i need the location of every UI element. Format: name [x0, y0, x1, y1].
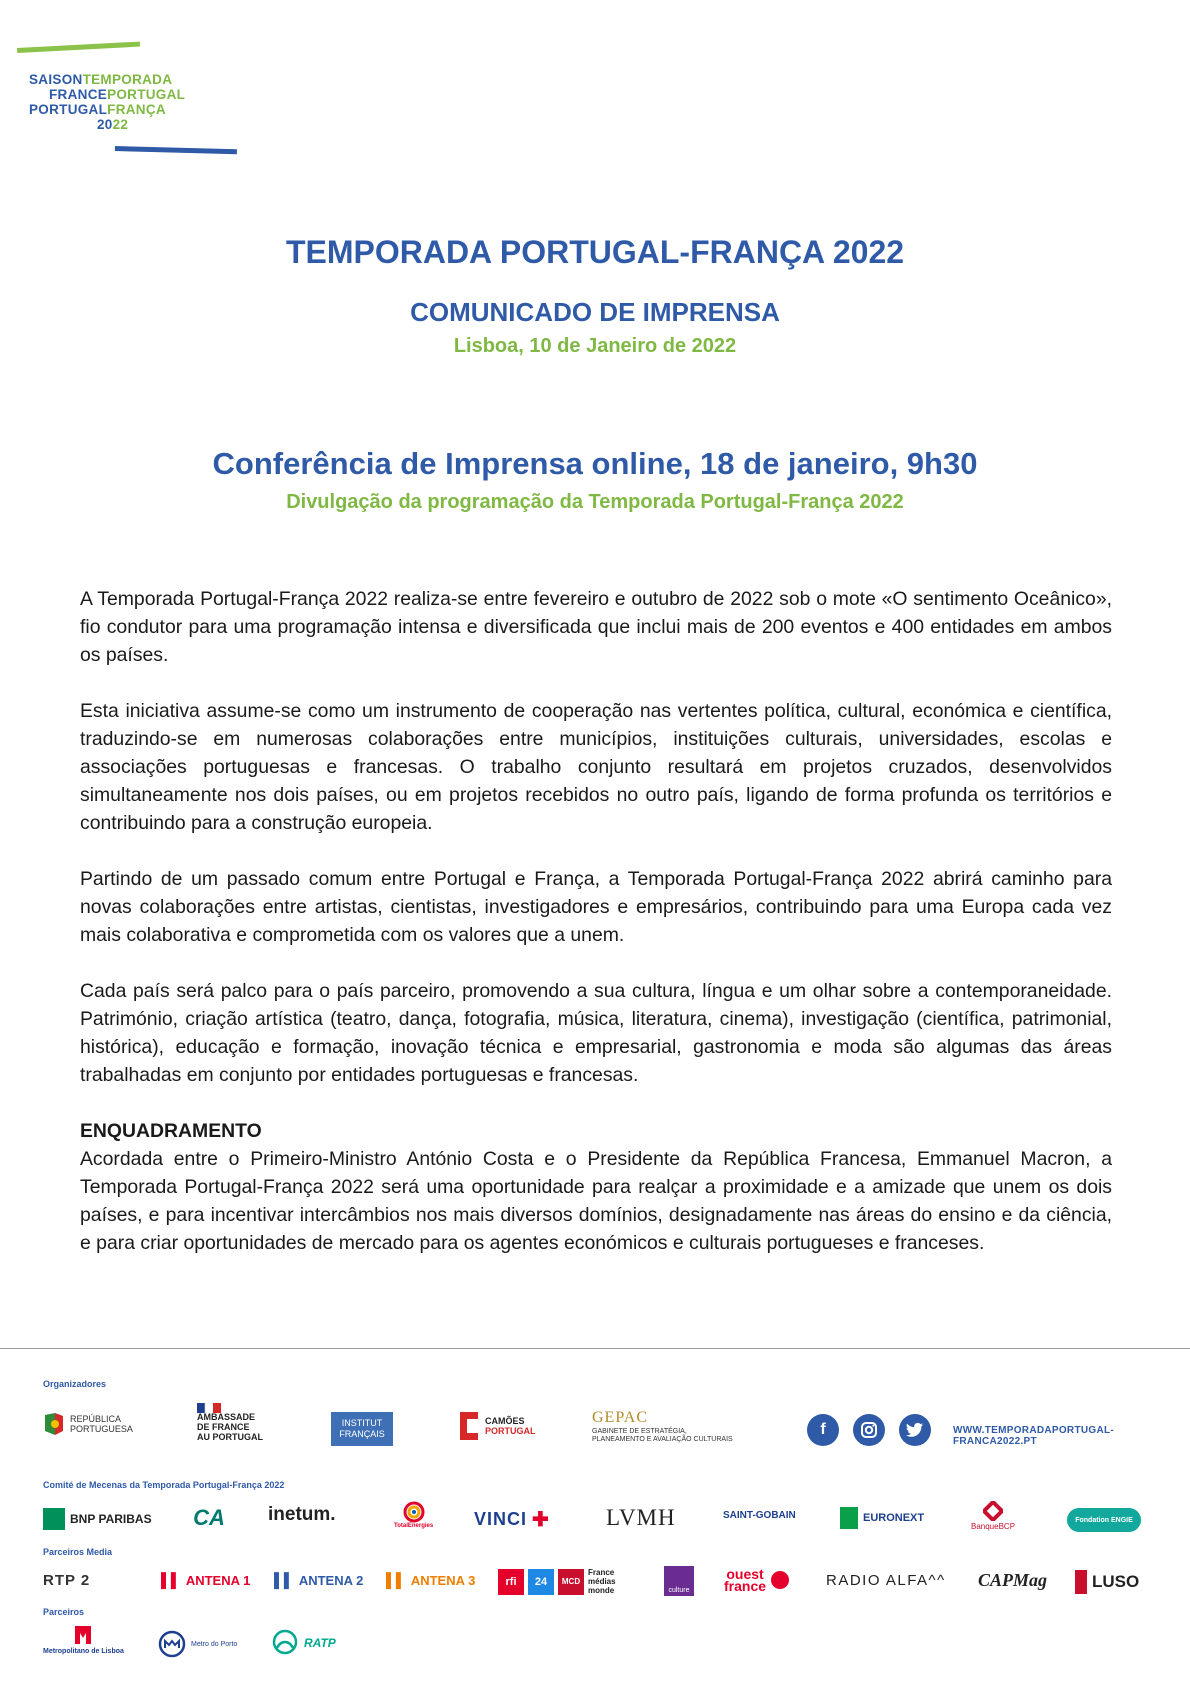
- bnp-stars-icon: [43, 1508, 65, 1530]
- label-patrons: Comité de Mecenas da Temporada Portugal-França 2022: [43, 1480, 285, 1490]
- label-media: Parceiros Media: [43, 1547, 113, 1557]
- radio-alfa-logo: RADIO ALFA^^: [826, 1572, 946, 1589]
- season-logo: [17, 48, 237, 163]
- document-date: Lisboa, 10 de Janeiro de 2022: [453, 335, 737, 357]
- credit-agricole-logo: CA: [193, 1505, 225, 1530]
- logo-bar-bottom: [115, 146, 237, 154]
- totalenergies-icon: [400, 1501, 428, 1523]
- france-medias-monde-logos: rfi 24 MCD France médias monde: [498, 1568, 616, 1595]
- event-heading: Conferência de Imprensa online, 18 de janeiro, 9h30: [212, 446, 978, 481]
- antena2-logo: ▌▌ ANTENA 2: [274, 1572, 364, 1588]
- saint-gobain-logo: SAINT-GOBAIN: [723, 1510, 796, 1521]
- republica-portuguesa-logo: REPÚBLICA PORTUGUESA: [43, 1411, 133, 1437]
- audio-bars-icon: ▌▌: [161, 1572, 181, 1588]
- antena1-logo: ▌▌ ANTENA 1: [161, 1572, 251, 1588]
- logo-bar-top: [17, 42, 140, 53]
- france-culture-logo: culture: [664, 1566, 694, 1596]
- gepac-logo: GEPAC GABINETE DE ESTRATÉGIA, PLANEAMENTO E AVALIAÇÃO CULTURAIS: [592, 1409, 733, 1443]
- ratp-logo: RATP: [271, 1628, 336, 1658]
- metro-porto-logo: Metro do Porto: [158, 1630, 237, 1658]
- portugal-emblem-icon: [43, 1411, 65, 1437]
- paragraph-3: Partindo de um passado comum entre Portugal e França, a Temporada Portugal-França 2022 abrirá caminho para novas colaborações entre artistas, cientistas, investigadores e empresários, contribuindo para uma Europa cada vez mais colaborativa e comprometida com os valores que a unem.: [80, 868, 1112, 946]
- body-text: [80, 585, 1112, 1285]
- paragraph-5: Acordada entre o Primeiro-Ministro António Costa e o Presidente da República Francesa, Emmanuel Macron, a Temporada Portugal-França 2022 será uma oportunidade para realçar a proximidade e a amizade que unem os dois países, e para incentivar intercâmbios nos mais diversos domínios, designadamente nas áreas do ensino e da ciência, e para criar oportunidades de mercado para os agentes económicos e culturais portugueses e franceses.: [80, 1148, 1112, 1254]
- logo-line-2: FRANCEPORTUGAL: [49, 87, 186, 102]
- paragraph-1: A Temporada Portugal-França 2022 realiza-se entre fevereiro e outubro de 2022 sob o mote «O sentimento Oceânico», fio condutor para uma programação intensa e diversificada que inclui mais de 200 eventos e 400 entidades em ambos os países.: [80, 588, 1112, 666]
- label-partners: Parceiros: [43, 1607, 85, 1617]
- camoes-logo: CAMÕES PORTUGAL: [456, 1410, 536, 1442]
- metropolitano-lisboa-logo: Metropolitano de Lisboa: [43, 1624, 124, 1655]
- ratp-icon: [271, 1628, 299, 1658]
- document-title: TEMPORADA PORTUGAL-FRANÇA 2022: [285, 234, 905, 270]
- euronext-icon: [840, 1507, 858, 1529]
- institut-francais-logo: INSTITUT FRANÇAIS: [331, 1412, 393, 1446]
- audio-bars-icon: ▌▌: [386, 1572, 406, 1588]
- luso-jornal-logo: LUSO: [1075, 1570, 1139, 1594]
- website-link[interactable]: WWW.TEMPORADAPORTUGAL-FRANCA2022.PT: [953, 1425, 1115, 1447]
- footer-divider: [0, 1348, 1190, 1349]
- fondation-engie-logo: Fondation ENGIE: [1067, 1508, 1141, 1532]
- logo-line-4: 2022: [97, 117, 129, 132]
- logo-line-3: PORTUGALFRANÇA: [29, 102, 166, 117]
- section-heading: ENQUADRAMENTO: [80, 1120, 262, 1142]
- vinci-cross-icon: ✚: [532, 1509, 549, 1531]
- capmag-logo: CAPMag: [978, 1570, 1048, 1590]
- event-subheading: Divulgação da programação da Temporada Portugal-França 2022: [286, 491, 904, 513]
- antena3-logo: ▌▌ ANTENA 3: [386, 1572, 476, 1588]
- bnp-paribas-logo: BNP PARIBAS: [43, 1508, 152, 1530]
- banque-bcp-logo: BanqueBCP: [971, 1501, 1015, 1531]
- totalenergies-logo: TotalEnergies: [394, 1501, 433, 1529]
- inetum-logo: inetum.: [268, 1504, 336, 1525]
- metro-porto-icon: [158, 1630, 186, 1658]
- facebook-icon[interactable]: f: [807, 1414, 839, 1446]
- vinci-logo: VINCI ✚: [474, 1509, 549, 1531]
- camoes-c-icon: [456, 1410, 480, 1442]
- instagram-icon[interactable]: [853, 1414, 885, 1446]
- paragraph-4: Cada país será palco para o país parceiro, promovendo a sua cultura, língua e um olhar sobre a contemporaneidade. Património, criação artística (teatro, dança, fotografia, música, literatura, cinema), investigação (científica, patrimonial, histórica), educação e formação, inovação técnica e empresarial, gastronomia e moda são algumas das áreas trabalhadas em conjunto por entidades portuguesas e francesas.: [80, 980, 1112, 1086]
- rtp2-logo: RTP 2: [43, 1572, 91, 1589]
- luso-icon: [1075, 1570, 1087, 1594]
- label-organizers: Organizadores: [43, 1379, 107, 1389]
- logo-line-1: SAISONTEMPORADA: [29, 72, 173, 87]
- bcp-icon: [983, 1501, 1003, 1521]
- paragraph-2: Esta iniciativa assume-se como um instrumento de cooperação nas vertentes política, cultural, económica e científica, traduzindo-se em numerosas colaborações entre municípios, instituições culturais, universidades, escolas e associações portuguesas e francesas. O trabalho conjunto resultará em projetos cruzados, desenvolvidos simultaneamente nos dois países, ou em projetos recebidos no outro país, ligando de forma profunda os territórios e contribuindo para a construção europeia.: [80, 700, 1112, 834]
- metro-m-icon: [73, 1624, 93, 1646]
- lvmh-logo: LVMH: [606, 1505, 676, 1530]
- ouest-france-dot-icon: [771, 1571, 789, 1589]
- document-subtitle: COMUNICADO DE IMPRENSA: [410, 297, 780, 327]
- ambassade-france-logo: AMBASSADE DE FRANCE AU PORTUGAL: [197, 1400, 263, 1442]
- marianne-icon: [197, 1400, 221, 1410]
- ouest-france-logo: ouest france: [724, 1568, 789, 1592]
- audio-bars-icon: ▌▌: [274, 1572, 294, 1588]
- euronext-logo: EURONEXT: [840, 1507, 924, 1529]
- twitter-icon[interactable]: [899, 1414, 931, 1446]
